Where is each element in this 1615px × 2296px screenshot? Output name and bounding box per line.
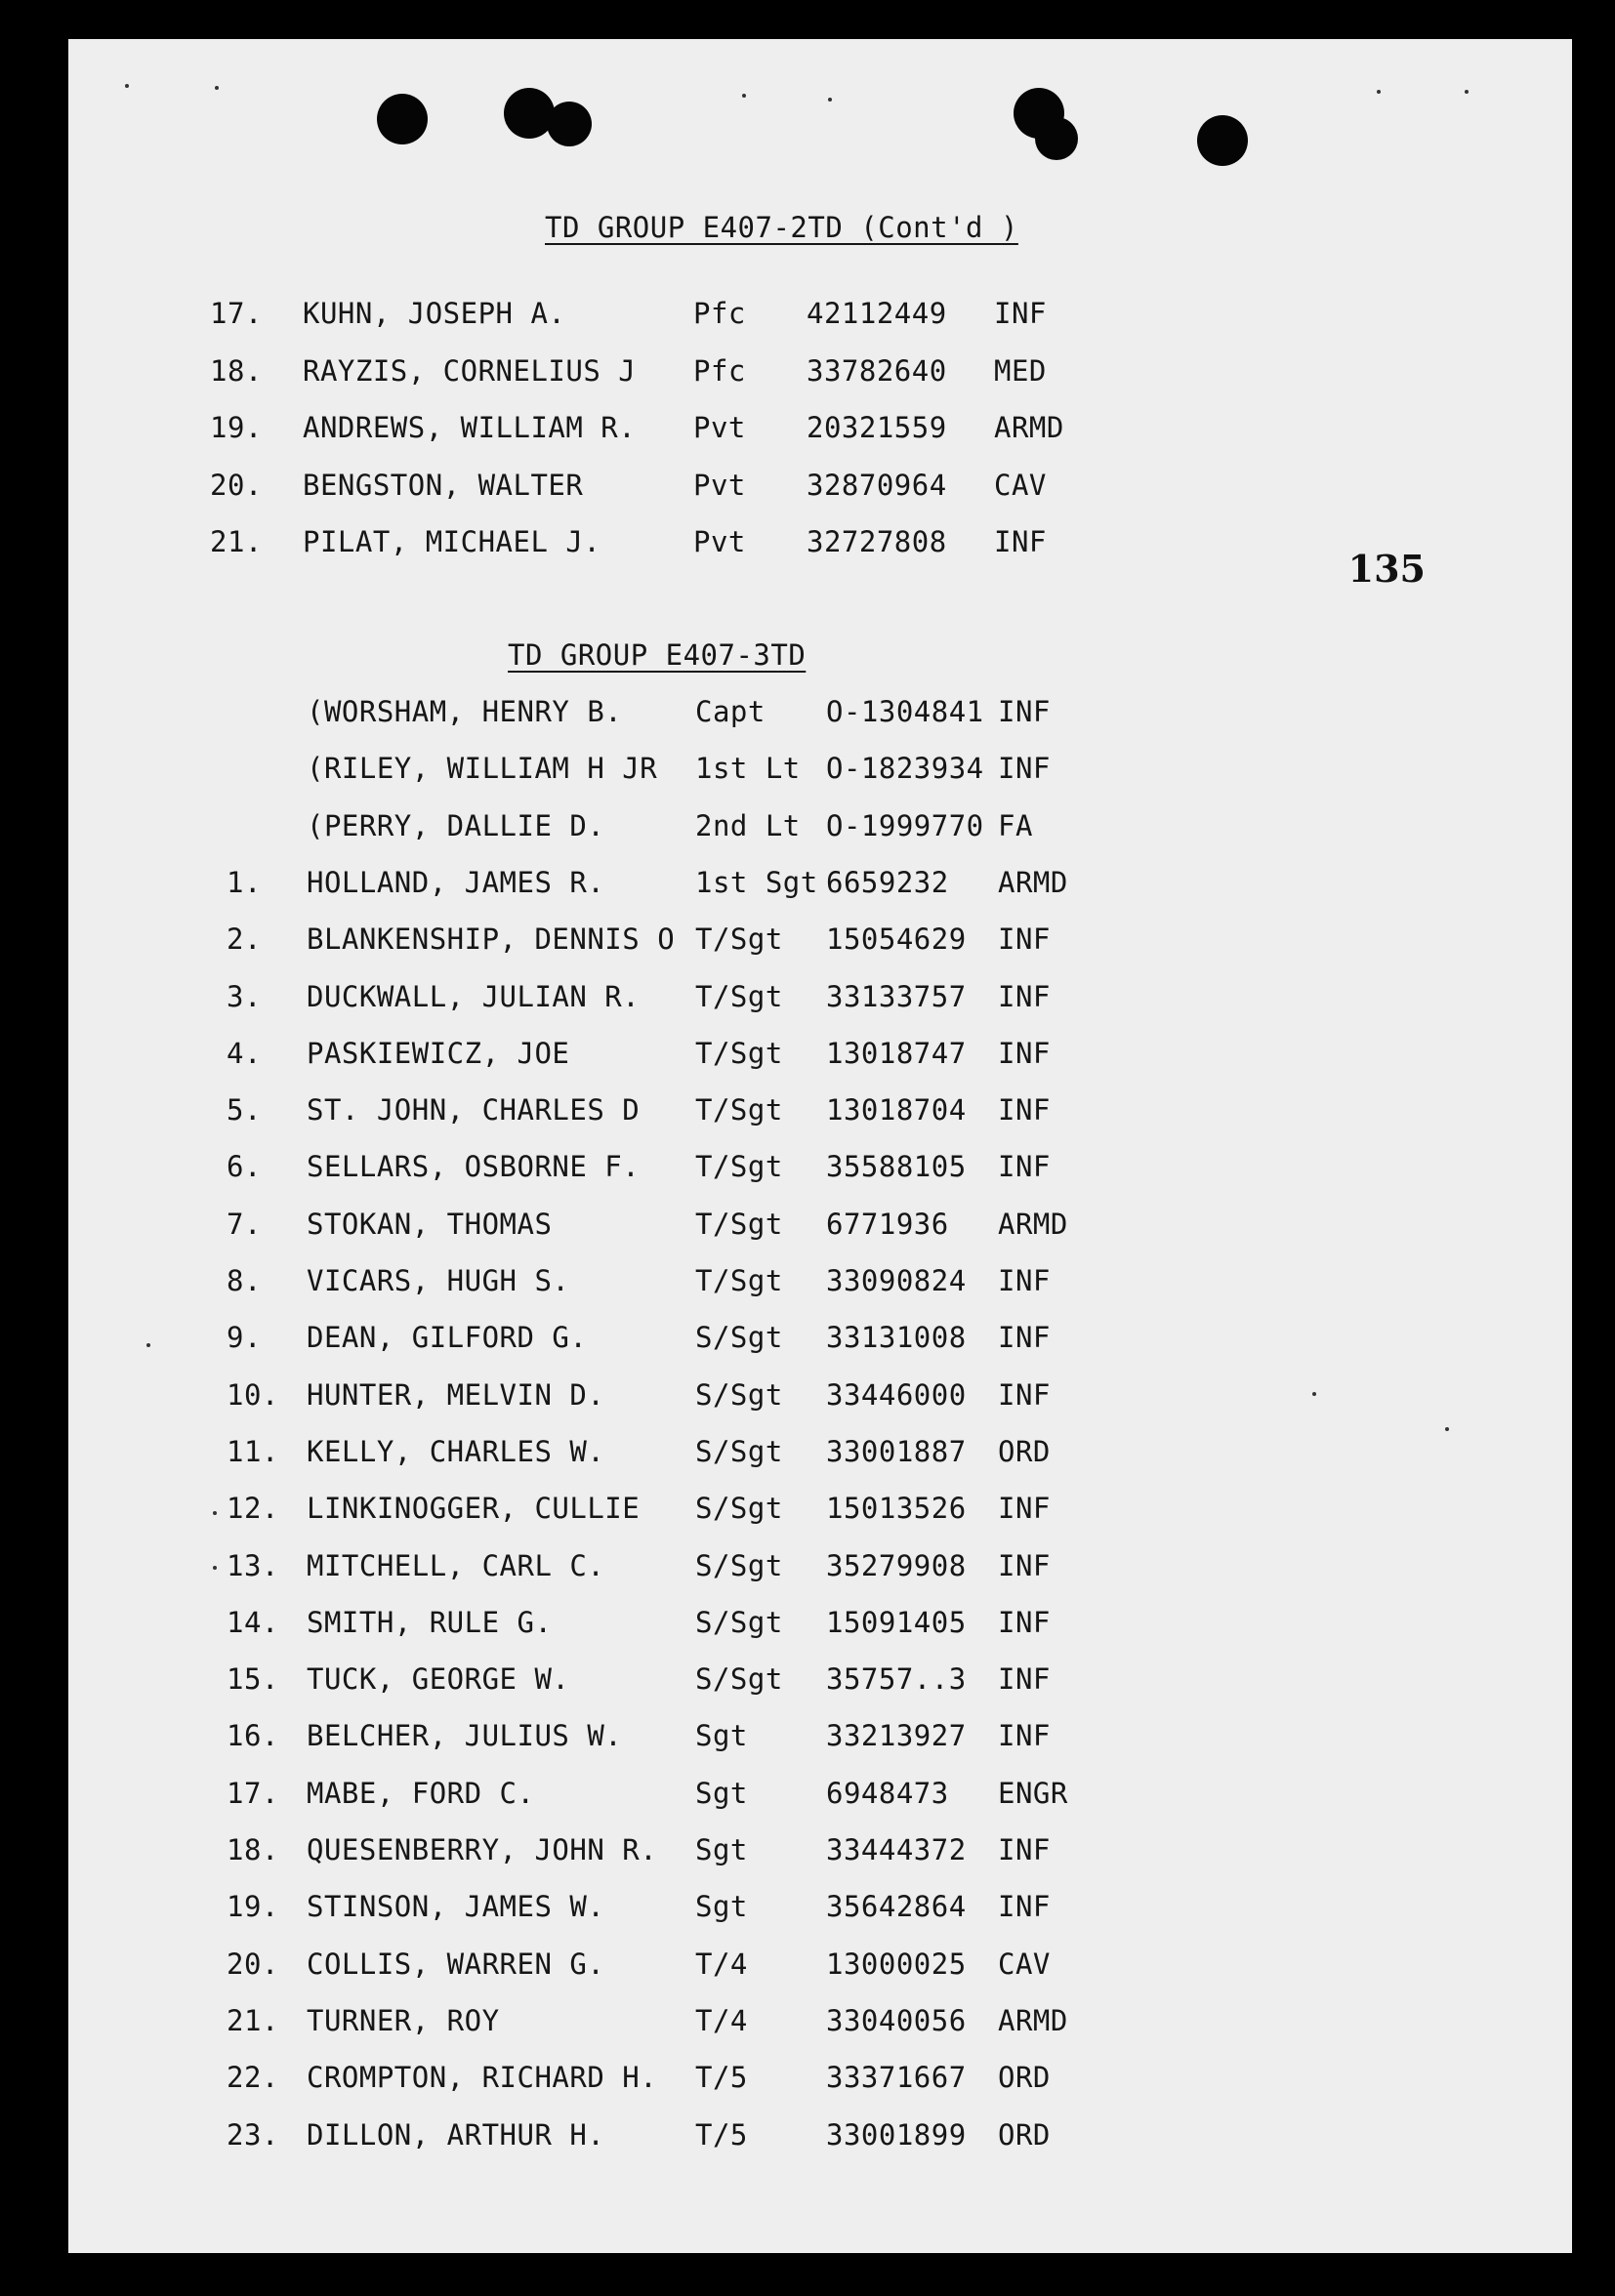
row-number: 8. xyxy=(227,1264,262,1297)
serial-number: 32727808 xyxy=(807,525,947,558)
soldier-name: DUCKWALL, JULIAN R. xyxy=(307,979,641,1013)
row-number: 17. xyxy=(210,297,263,330)
punch-hole xyxy=(1035,117,1078,160)
rank: S/Sgt xyxy=(695,1662,783,1697)
serial-number: 33001899 xyxy=(826,2117,967,2152)
serial-number: 35279908 xyxy=(826,1548,967,1582)
punch-hole xyxy=(377,94,428,144)
serial-number: 35642864 xyxy=(826,1890,967,1924)
soldier-name: MABE, FORD C. xyxy=(307,1776,535,1810)
rank: Sgt xyxy=(695,1776,748,1810)
serial-number: 13018704 xyxy=(826,1093,967,1128)
serial-number: 33133757 xyxy=(826,979,967,1013)
rank: 1st Lt xyxy=(695,752,801,786)
serial-number: 33444372 xyxy=(826,1833,967,1866)
rank: Sgt xyxy=(695,1890,748,1924)
branch: CAV xyxy=(994,468,1047,502)
branch: INF xyxy=(998,695,1051,728)
branch: MED xyxy=(994,353,1047,388)
soldier-name: DEAN, GILFORD G. xyxy=(307,1321,588,1355)
soldier-name: SELLARS, OSBORNE F. xyxy=(307,1150,641,1184)
row-number: 18. xyxy=(227,1833,279,1866)
row-number: 21. xyxy=(210,525,263,558)
serial-number: 33040056 xyxy=(826,2003,967,2037)
row-number: 15. xyxy=(227,1662,279,1697)
serial-number: 6948473 xyxy=(826,1776,949,1810)
branch: INF xyxy=(998,1264,1051,1297)
soldier-name: LINKINOGGER, CULLIE xyxy=(307,1492,641,1526)
soldier-name: BENGSTON, WALTER xyxy=(303,468,584,502)
rank: T/Sgt xyxy=(695,979,783,1013)
row-number: 14. xyxy=(227,1605,279,1639)
serial-number: 33371667 xyxy=(826,2061,967,2095)
soldier-name: CROMPTON, RICHARD H. xyxy=(307,2061,658,2095)
rank: Pvt xyxy=(693,411,746,444)
serial-number: 33213927 xyxy=(826,1719,967,1753)
soldier-name: DILLON, ARTHUR H. xyxy=(307,2117,605,2152)
branch: INF xyxy=(998,752,1051,786)
row-number: 12. xyxy=(227,1492,279,1526)
serial-number: 15013526 xyxy=(826,1492,967,1526)
rank: S/Sgt xyxy=(695,1605,783,1639)
branch: ORD xyxy=(998,2117,1051,2152)
serial-number: 20321559 xyxy=(807,411,947,444)
row-number: 20. xyxy=(210,468,263,502)
row-number: 4. xyxy=(227,1036,262,1070)
serial-number: 35588105 xyxy=(826,1150,967,1184)
speck xyxy=(213,1566,217,1570)
row-number: 16. xyxy=(227,1719,279,1753)
row-number: 10. xyxy=(227,1377,279,1412)
branch: INF xyxy=(998,1036,1051,1070)
row-number: 9. xyxy=(227,1321,262,1355)
speck xyxy=(828,98,832,102)
speck xyxy=(1312,1392,1316,1396)
serial-number: O-1823934 xyxy=(826,752,984,786)
row-number: 7. xyxy=(227,1207,262,1241)
row-number: 22. xyxy=(227,2061,279,2095)
soldier-name: BELCHER, JULIUS W. xyxy=(307,1719,623,1753)
serial-number: 15091405 xyxy=(826,1605,967,1639)
serial-number: 33446000 xyxy=(826,1377,967,1412)
row-number: 19. xyxy=(227,1890,279,1924)
branch: INF xyxy=(998,1150,1051,1184)
section-heading: TD GROUP E407-3TD xyxy=(508,638,807,672)
serial-number: 33001887 xyxy=(826,1434,967,1468)
row-number: 19. xyxy=(210,411,263,444)
row-number: 17. xyxy=(227,1776,279,1810)
row-number: 3. xyxy=(227,979,262,1013)
speck xyxy=(1377,90,1381,94)
rank: S/Sgt xyxy=(695,1434,783,1468)
serial-number: O-1999770 xyxy=(826,808,984,842)
row-number: 23. xyxy=(227,2117,279,2152)
branch: INF xyxy=(998,1492,1051,1526)
branch: INF xyxy=(998,1662,1051,1697)
branch: INF xyxy=(998,1890,1051,1924)
rank: T/Sgt xyxy=(695,922,783,957)
soldier-name: VICARS, HUGH S. xyxy=(307,1264,570,1297)
branch: INF xyxy=(998,1833,1051,1866)
branch: CAV xyxy=(998,1947,1051,1981)
soldier-name: QUESENBERRY, JOHN R. xyxy=(307,1833,658,1866)
soldier-name: (WORSHAM, HENRY B. xyxy=(307,695,623,728)
rank: T/4 xyxy=(695,2003,748,2037)
rank: S/Sgt xyxy=(695,1492,783,1526)
row-number: 13. xyxy=(227,1548,279,1582)
soldier-name: STINSON, JAMES W. xyxy=(307,1890,605,1924)
rank: T/Sgt xyxy=(695,1150,783,1184)
serial-number: 13018747 xyxy=(826,1036,967,1070)
speck xyxy=(125,84,129,88)
rank: T/4 xyxy=(695,1947,748,1981)
row-number: 2. xyxy=(227,922,262,957)
rank: Pvt xyxy=(693,468,746,502)
serial-number: 32870964 xyxy=(807,468,947,502)
soldier-name: HOLLAND, JAMES R. xyxy=(307,865,605,899)
branch: ARMD xyxy=(998,865,1068,899)
rank: S/Sgt xyxy=(695,1548,783,1582)
speck xyxy=(213,1511,217,1515)
branch: FA xyxy=(998,808,1033,842)
soldier-name: MITCHELL, CARL C. xyxy=(307,1548,605,1582)
serial-number: 13000025 xyxy=(826,1947,967,1981)
rank: 2nd Lt xyxy=(695,808,801,842)
branch: INF xyxy=(994,297,1047,330)
soldier-name: (RILEY, WILLIAM H JR xyxy=(307,752,658,786)
rank: T/5 xyxy=(695,2061,748,2095)
rank: Sgt xyxy=(695,1833,748,1866)
soldier-name: STOKAN, THOMAS xyxy=(307,1207,553,1241)
speck xyxy=(215,86,219,90)
rank: T/Sgt xyxy=(695,1207,783,1241)
branch: INF xyxy=(998,1321,1051,1355)
row-number: 21. xyxy=(227,2003,279,2037)
soldier-name: RAYZIS, CORNELIUS J xyxy=(303,353,637,388)
section-heading: TD GROUP E407-2TD (Cont'd ) xyxy=(545,211,1018,244)
branch: ARMD xyxy=(994,411,1064,444)
row-number: 5. xyxy=(227,1093,262,1128)
punch-hole xyxy=(547,102,592,146)
soldier-name: TUCK, GEORGE W. xyxy=(307,1662,570,1697)
branch: INF xyxy=(994,525,1047,558)
serial-number: 33782640 xyxy=(807,353,947,388)
rank: T/Sgt xyxy=(695,1093,783,1128)
soldier-name: KUHN, JOSEPH A. xyxy=(303,297,566,330)
serial-number: 6771936 xyxy=(826,1207,949,1241)
branch: INF xyxy=(998,1719,1051,1753)
punch-hole xyxy=(1197,115,1248,166)
rank: T/Sgt xyxy=(695,1264,783,1297)
rank: Pfc xyxy=(693,353,746,388)
serial-number: 33090824 xyxy=(826,1264,967,1297)
rank: T/5 xyxy=(695,2117,748,2152)
serial-number: 15054629 xyxy=(826,922,967,957)
row-number: 1. xyxy=(227,865,262,899)
rank: S/Sgt xyxy=(695,1377,783,1412)
serial-number: 33131008 xyxy=(826,1321,967,1355)
rank: T/Sgt xyxy=(695,1036,783,1070)
row-number: 18. xyxy=(210,353,263,388)
soldier-name: PASKIEWICZ, JOE xyxy=(307,1036,570,1070)
serial-number: 35757..3 xyxy=(826,1662,967,1697)
row-number: 11. xyxy=(227,1434,279,1468)
soldier-name: ANDREWS, WILLIAM R. xyxy=(303,411,637,444)
branch: ARMD xyxy=(998,2003,1068,2037)
soldier-name: TURNER, ROY xyxy=(307,2003,500,2037)
soldier-name: COLLIS, WARREN G. xyxy=(307,1947,605,1981)
speck xyxy=(742,94,746,98)
rank: Capt xyxy=(695,695,766,728)
speck xyxy=(146,1343,150,1347)
branch: INF xyxy=(998,979,1051,1013)
rank: Pvt xyxy=(693,525,746,558)
soldier-name: ST. JOHN, CHARLES D xyxy=(307,1093,641,1128)
branch: INF xyxy=(998,1093,1051,1128)
speck xyxy=(1445,1427,1449,1431)
branch: INF xyxy=(998,922,1051,957)
soldier-name: SMITH, RULE G. xyxy=(307,1605,553,1639)
rank: S/Sgt xyxy=(695,1321,783,1355)
branch: ENGR xyxy=(998,1776,1068,1810)
branch: ARMD xyxy=(998,1207,1068,1241)
soldier-name: HUNTER, MELVIN D. xyxy=(307,1377,605,1412)
speck xyxy=(1465,90,1469,94)
rank: Pfc xyxy=(693,297,746,330)
serial-number: 6659232 xyxy=(826,865,949,899)
rank: 1st Sgt xyxy=(695,865,818,899)
soldier-name: BLANKENSHIP, DENNIS O xyxy=(307,922,676,957)
soldier-name: PILAT, MICHAEL J. xyxy=(303,525,601,558)
page-number: 135 xyxy=(1347,547,1426,591)
branch: INF xyxy=(998,1548,1051,1582)
branch: INF xyxy=(998,1377,1051,1412)
row-number: 6. xyxy=(227,1150,262,1184)
soldier-name: KELLY, CHARLES W. xyxy=(307,1434,605,1468)
branch: INF xyxy=(998,1605,1051,1639)
soldier-name: (PERRY, DALLIE D. xyxy=(307,808,605,842)
branch: ORD xyxy=(998,2061,1051,2095)
serial-number: 42112449 xyxy=(807,297,947,330)
serial-number: O-1304841 xyxy=(826,695,984,728)
branch: ORD xyxy=(998,1434,1051,1468)
rank: Sgt xyxy=(695,1719,748,1753)
row-number: 20. xyxy=(227,1947,279,1981)
